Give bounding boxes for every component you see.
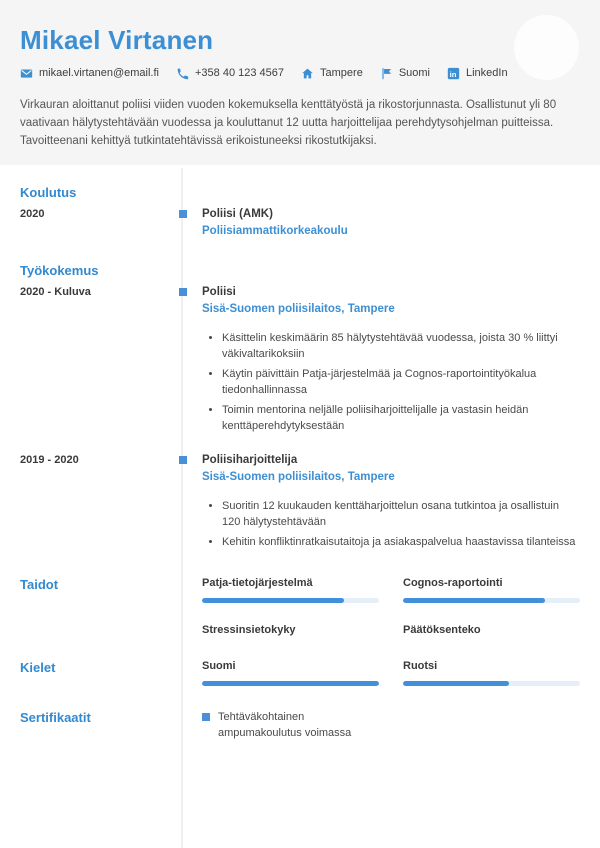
language-bar-fill: [403, 681, 509, 686]
language-bar-fill: [202, 681, 379, 686]
flag-icon: [380, 67, 393, 80]
svg-text:in: in: [449, 69, 457, 79]
entry-content: [182, 453, 600, 553]
entry-bullet-list: [202, 498, 580, 551]
skill-item: [202, 624, 379, 636]
skill-bar-fill: [202, 598, 344, 603]
language-item: [403, 660, 580, 686]
skill-item: [202, 577, 379, 603]
entry-marker-icon: [179, 288, 187, 296]
skill-item: [403, 577, 580, 603]
contact-location-label: Tampere: [320, 67, 363, 80]
entry-role: Poliisi: [202, 285, 236, 298]
language-bar-track: [403, 681, 580, 686]
experience-bullet: • Käsittelin keskimäärin 85 hälytystehtävää vuodessa, joista 30 % liittyi väkivaltarikoksiin: [222, 330, 580, 363]
certifications-content: [182, 710, 600, 742]
contact-phone-label: +358 40 123 4567: [195, 67, 285, 80]
envelope-icon: [20, 67, 33, 80]
skill-label: Patja-tietojärjestelmä: [202, 577, 313, 590]
experience-bullet: • Kehitin konfliktinratkaisutaitoja ja asiakaspalvelua haastavissa tilanteissa: [222, 534, 580, 551]
skill-bar-fill: [403, 598, 545, 603]
avatar: [514, 15, 579, 80]
contact-country: [380, 67, 430, 80]
contact-phone[interactable]: [176, 67, 284, 80]
skills-section-left: [0, 577, 182, 636]
contact-location: [301, 67, 363, 80]
entry-content: [182, 207, 600, 239]
language-bar-track: [202, 681, 379, 686]
skill-label: Cognos-raportointi: [403, 577, 503, 590]
entry-role: Poliisiharjoittelija: [202, 453, 298, 466]
entry-organization: Sisä-Suomen poliisilaitos, Tampere: [202, 302, 395, 315]
contact-email[interactable]: [20, 67, 159, 80]
experience-bullet: • Toimin mentorina neljälle poliisiharjoittelijalle ja vastasin heidän kenttäperehdytyksestään: [222, 402, 580, 435]
experience-bullet: • Käytin päivittäin Patja-järjestelmää ja Cognos-raportointityökalua tiedonhallinnassa: [222, 366, 580, 399]
skill-label: Päätöksenteko: [403, 624, 481, 637]
experience-bullet: • Suoritin 12 kuukauden kenttäharjoittelun osana tutkintoa ja osallistuin 120 hälytystehtävään: [222, 498, 580, 531]
resume-header: [0, 0, 600, 165]
linkedin-icon: [447, 67, 460, 80]
entry-institution: Poliisiammattikorkeakoulu: [202, 224, 348, 237]
certification-label: Tehtäväkohtainen ampumakoulutus voimassa: [218, 711, 352, 740]
experience-entry: [0, 285, 600, 438]
skills-section-title: Taidot: [20, 577, 59, 593]
entry-period: 2019 - 2020: [20, 453, 79, 466]
languages-section-title: Kielet: [20, 660, 56, 676]
skill-item: [403, 624, 580, 636]
skill-label: Stressinsietokyky: [202, 624, 296, 637]
certification-item: [202, 710, 580, 742]
home-icon: [301, 67, 314, 80]
contact-email-label: mikael.virtanen@email.fi: [39, 67, 159, 80]
section-languages: [0, 660, 600, 686]
section-experience: [0, 263, 600, 553]
section-education: [0, 185, 600, 239]
experience-entry: [0, 453, 600, 553]
entry-marker-icon: [179, 456, 187, 464]
contact-linkedin-label: LinkedIn: [466, 67, 508, 80]
experience-section-title: Työkokemus: [20, 262, 99, 278]
skill-bar-track: [403, 598, 580, 603]
skills-grid: [182, 577, 600, 636]
entry-marker-icon: [179, 210, 187, 218]
entry-degree: Poliisi (AMK): [202, 208, 273, 220]
entry-period: 2020: [20, 208, 45, 220]
summary-text: Virkauran aloittanut poliisi viiden vuoden kokemuksella kenttätyöstä ja rikostorjunnasta. Osallistunut yli 80 vaativaan hälytystehtävään vuodessa ja kouluttanut 12 uutta harjoittelijaa perehdytysohjelman puitteissa. Tavoitteenani kehittyä tutkintatehtävissä erikoistuneeksi rikostutkijaksi.: [20, 98, 557, 147]
skill-bar-track: [202, 598, 379, 603]
entry-period: 2020 - Kuluva: [20, 285, 91, 298]
resume-body: [0, 165, 600, 848]
contact-linkedin[interactable]: [447, 67, 508, 80]
entry-organization: Sisä-Suomen poliisilaitos, Tampere: [202, 470, 395, 483]
language-item: [202, 660, 379, 686]
certification-marker-icon: [202, 713, 210, 721]
languages-grid: [182, 660, 600, 686]
languages-section-left: [0, 660, 182, 686]
phone-icon: [176, 67, 189, 80]
section-certifications: [0, 710, 600, 742]
section-skills: [0, 577, 600, 636]
education-section-title: Koulutus: [20, 185, 77, 200]
certifications-section-title: Sertifikaatit: [20, 710, 91, 726]
entry-bullet-list: [202, 330, 580, 435]
language-label: Ruotsi: [403, 660, 438, 673]
language-label: Suomi: [202, 660, 236, 673]
contact-country-label: Suomi: [398, 67, 430, 80]
certifications-section-left: [0, 710, 182, 742]
candidate-name: Mikael Virtanen: [20, 25, 214, 55]
contact-row: [20, 67, 580, 80]
entry-content: [182, 285, 600, 438]
education-entry: [0, 207, 600, 239]
